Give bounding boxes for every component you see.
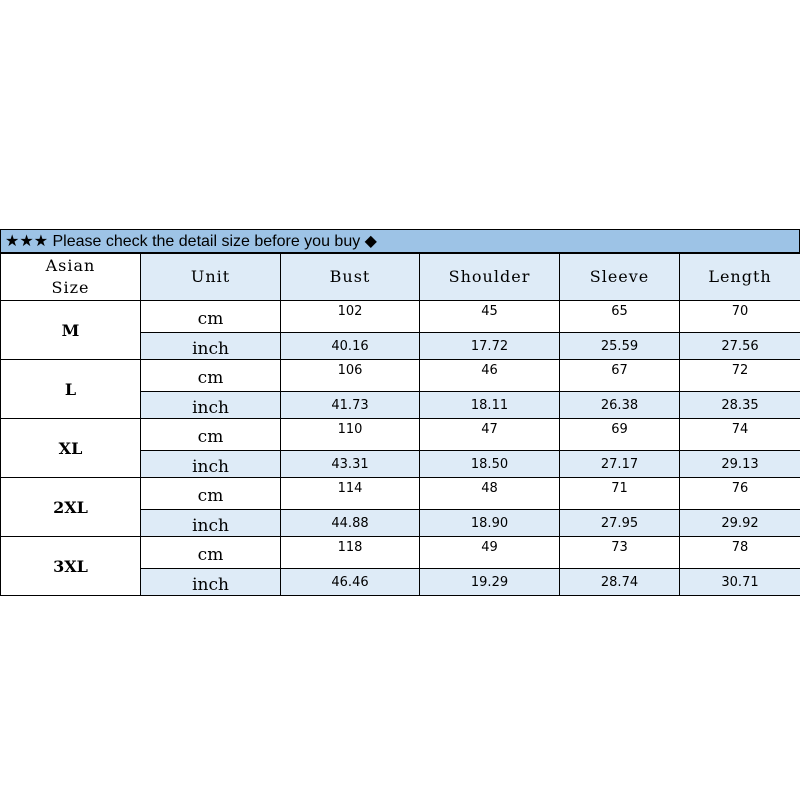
shoulder-cell: 17.72 — [420, 333, 560, 360]
unit-cell: inch — [141, 392, 281, 419]
sleeve-cell: 25.59 — [560, 333, 680, 360]
length-cell: 27.56 — [680, 333, 800, 360]
length-cell: 78 — [680, 537, 800, 569]
table-row — [1, 478, 800, 510]
length-cell: 28.35 — [680, 392, 800, 419]
unit-cell: inch — [141, 333, 281, 360]
bust-cell: 41.73 — [281, 392, 420, 419]
bust-cell: 44.88 — [281, 510, 420, 537]
unit-cell: cm — [141, 537, 281, 569]
shoulder-cell: 18.11 — [420, 392, 560, 419]
sleeve-cell: 65 — [560, 301, 680, 333]
header-asian-size-line2: Size — [51, 278, 90, 297]
size-table — [0, 253, 800, 596]
shoulder-cell: 49 — [420, 537, 560, 569]
shoulder-cell: 47 — [420, 419, 560, 451]
table-row — [1, 419, 800, 451]
header-asian-size-line1: Asian — [45, 256, 96, 275]
bust-cell: 43.31 — [281, 451, 420, 478]
bust-cell: 110 — [281, 419, 420, 451]
bust-cell: 46.46 — [281, 569, 420, 596]
size-label: 3XL — [1, 537, 141, 596]
length-cell: 76 — [680, 478, 800, 510]
bust-cell: 106 — [281, 360, 420, 392]
bust-cell: 102 — [281, 301, 420, 333]
size-chart — [0, 229, 800, 596]
sleeve-cell: 27.95 — [560, 510, 680, 537]
unit-cell: cm — [141, 301, 281, 333]
shoulder-cell: 18.50 — [420, 451, 560, 478]
header-row — [1, 254, 800, 301]
header-length: Length — [680, 254, 800, 301]
sleeve-cell: 26.38 — [560, 392, 680, 419]
size-label: M — [1, 301, 141, 360]
shoulder-cell: 48 — [420, 478, 560, 510]
sleeve-cell: 28.74 — [560, 569, 680, 596]
bust-cell: 118 — [281, 537, 420, 569]
shoulder-cell: 18.90 — [420, 510, 560, 537]
size-notice-banner: ★★★ Please check the detail size before you buy ◆ — [0, 229, 800, 253]
table-row — [1, 360, 800, 392]
size-label: 2XL — [1, 478, 141, 537]
table-row — [1, 537, 800, 569]
table-row — [1, 301, 800, 333]
unit-cell: cm — [141, 478, 281, 510]
sleeve-cell: 71 — [560, 478, 680, 510]
sleeve-cell: 73 — [560, 537, 680, 569]
shoulder-cell: 19.29 — [420, 569, 560, 596]
length-cell: 72 — [680, 360, 800, 392]
unit-cell: inch — [141, 451, 281, 478]
length-cell: 29.13 — [680, 451, 800, 478]
sleeve-cell: 69 — [560, 419, 680, 451]
length-cell: 29.92 — [680, 510, 800, 537]
length-cell: 70 — [680, 301, 800, 333]
bust-cell: 40.16 — [281, 333, 420, 360]
size-label: XL — [1, 419, 141, 478]
header-shoulder: Shoulder — [420, 254, 560, 301]
bust-cell: 114 — [281, 478, 420, 510]
sleeve-cell: 67 — [560, 360, 680, 392]
unit-cell: inch — [141, 510, 281, 537]
unit-cell: cm — [141, 419, 281, 451]
header-asian-size — [1, 254, 141, 301]
shoulder-cell: 46 — [420, 360, 560, 392]
length-cell: 74 — [680, 419, 800, 451]
size-label: L — [1, 360, 141, 419]
shoulder-cell: 45 — [420, 301, 560, 333]
unit-cell: cm — [141, 360, 281, 392]
unit-cell: inch — [141, 569, 281, 596]
header-sleeve: Sleeve — [560, 254, 680, 301]
header-bust: Bust — [281, 254, 420, 301]
header-unit: Unit — [141, 254, 281, 301]
length-cell: 30.71 — [680, 569, 800, 596]
sleeve-cell: 27.17 — [560, 451, 680, 478]
